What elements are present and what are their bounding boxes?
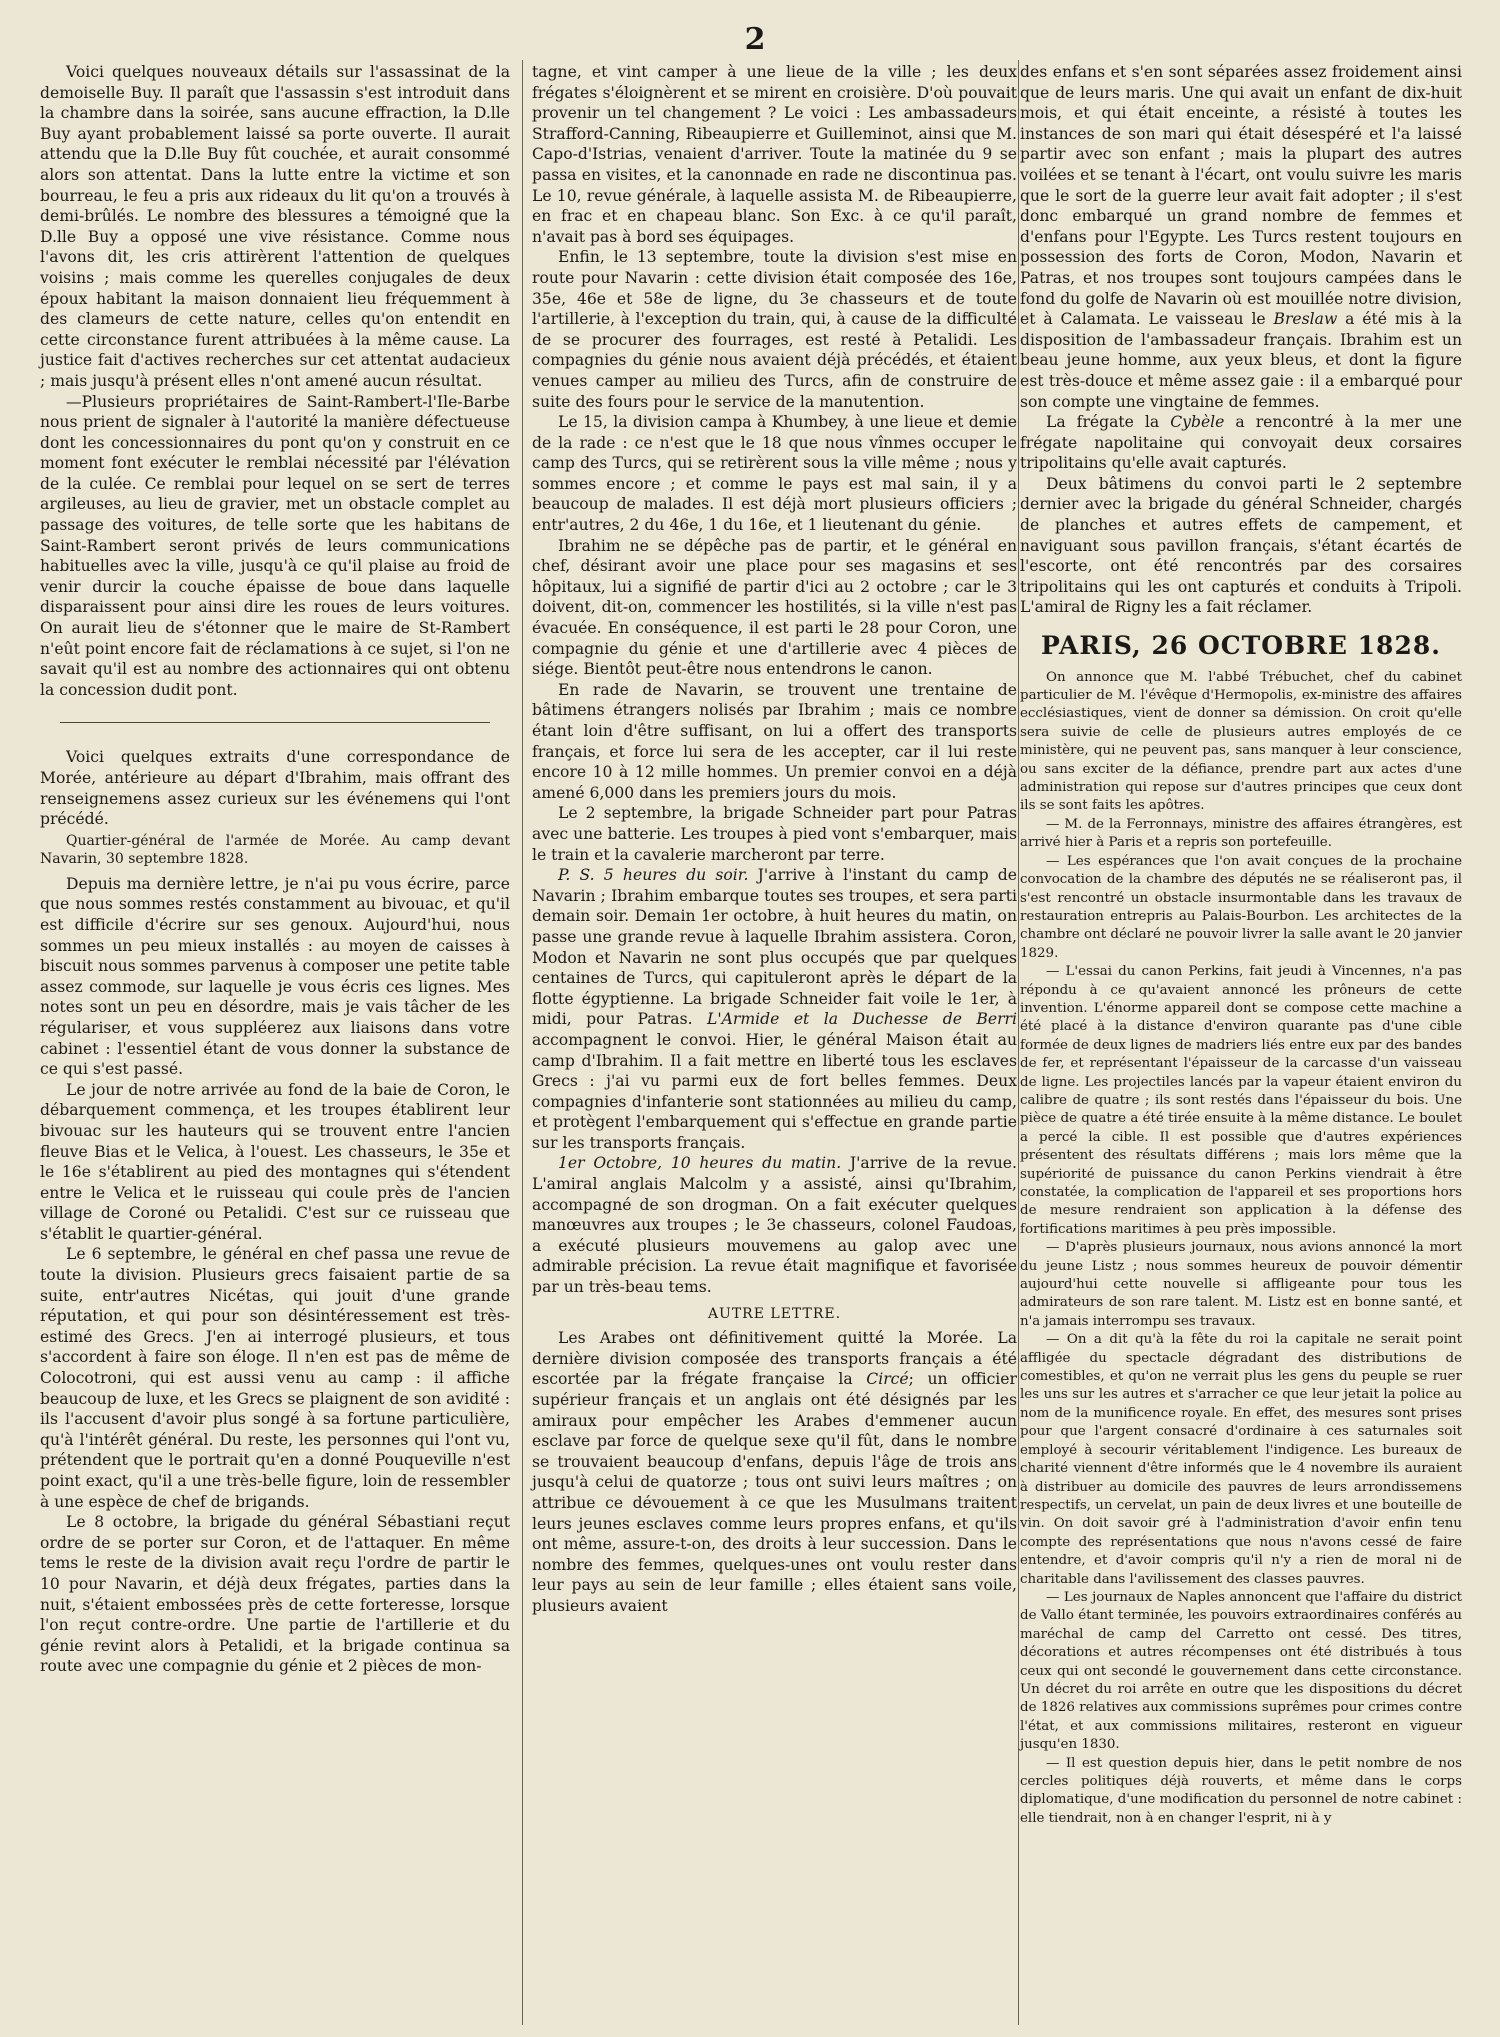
autre-lettre-text: Les Arabes ont définitivement quitté la Morée. La dernière division composée des transports français a été escortée par la frégate française la (532, 1329, 1017, 1389)
column-rule-right (1018, 60, 1019, 2025)
section-divider (60, 722, 490, 723)
news-item: — Il est question depuis hier, dans le petit nombre de nos cercles politiques déjà rouverts, et même dans le corps diplomatique, d'une modification du personnel de notre cabinet : elle tiendrait, non à en changer l'esprit, ni à y (1020, 1755, 1462, 1826)
page-number: 2 (744, 22, 766, 57)
postscript-text-end: accompagnent le convoi. Hier, le général Maison était au camp d'Ibrahim. Il a fait mettre en liberté tous les esclaves Grecs : j'ai vu parmi eux de fort belles femmes. Deux compagnies d'infanterie sont stationnées au milieu du camp, et protègent l'embarquement qui s'effectue en grande partie sur les transports français. (532, 1030, 1017, 1152)
ship-breslaw: Breslaw (1273, 310, 1338, 329)
letter-text: des enfans et s'en sont séparées assez froidement ainsi que de leurs maris. Une qui avait un enfant de dix-huit mois, et qui était enceinte, a résisté à toutes les instances de son mari qui était désespéré et l'a laissé partir avec son enfant ; mais la plupart des autres voilées et se tenant à l'écart, ont voulu suivre les maris que le sort de la guerre leur avait fait adopter ; il s'est donc embarqué un grand nombre de femmes et d'enfans pour l'Egypte. Les Turcs restent toujours en possession des forts de Coron, Modon, Navarin et Patras, et nos troupes sont toujours campées dans le fond du golfe de Navarin où est mouillée notre division, et à Calamata. Le vaisseau le (1020, 63, 1462, 329)
news-item: — M. de la Ferronnays, ministre des affaires étrangères, est arrivé hier à Paris et a repris son portefeuille. (1020, 816, 1462, 851)
letter-paragraph: Le jour de notre arrivée au fond de la baie de Coron, le débarquement commença, et les troupes établirent leur bivouac sur les hauteurs qui se trouvent entre l'ancien fleuve Bias et le Velica, à l'ouest. Les chasseurs, le 35e et le 16e s'établirent au pied des montagnes qui s'étendent entre le Velica et le ruisseau qui coule près de l'ancien village de Coroné ou Petalidi. C'est sur ce ruisseau que s'établit le quartier-général. (40, 1080, 510, 1243)
postscript-paragraph (532, 865, 1017, 1153)
letter-paragraph: Deux bâtimens du convoi parti le 2 septembre dernier avec la brigade du général Schneider, chargés de planches et autres effets de campement, et naviguant sous pavillon français, s'étant écartés de l'escorte, ont été rencontrés par des corsaires tripolitains qui les ont capturés et conduits à Tripoli. L'amiral de Rigny les a fait réclamer. (1020, 474, 1462, 617)
paris-news (1020, 669, 1462, 1829)
ship-cybele: Cybèle (1170, 413, 1225, 432)
news-item: — On a dit qu'à la fête du roi la capitale ne serait point affligée du spectacle dégradant des distributions de comestibles, et qu'on ne verrait plus les gens du peuple se ruer les uns sur les autres et s'arracher ce que leur jetait la police au nom de la munificence royale. En effet, des mesures sont prises pour que l'argent consacré d'ordinaire à ces saturnales soit employé à secourir véritablement l'indigence. Les bureaux de charité viennent d'être informés que le 4 novembre ils auraient à distribuer au domicile des pauvres de leurs arrondissemens respectifs, un cervelat, un pain de deux livres et une bouteille de vin. On doit savoir gré à l'administration d'avoir enfin tenu compte des représentations que nous n'avons cessé de faire entendre, et d'avoir compris qu'il n'y a rien de moral ni de charitable dans l'avilissement des classes pauvres. (1020, 1332, 1462, 1587)
letter-paragraph: Depuis ma dernière lettre, je n'ai pu vous écrire, parce que nous sommes restés constamment au bivouac, et qu'il est difficile d'écrire sur ses genoux. Aujourd'hui, nous sommes un peu mieux installés : au moyen de caisses à biscuit nous sommes parvenus à composer une petite table assez commode, sur laquelle je vous écris ces lignes. Mes notes sont un peu en désordre, mais je vais tâcher de les régulariser, et vous suppléerez aux liaisons dans votre cabinet : l'essentiel étant de vous donner la substance de ce qui s'est passé. (40, 874, 510, 1079)
autre-lettre-paragraph (532, 1328, 1017, 1616)
ship-circe: Circé (866, 1370, 909, 1389)
column-rule-left (522, 60, 523, 2025)
letter-paragraph: Le 2 septembre, la brigade Schneider part pour Patras avec une batterie. Les troupes à pied vont s'embarquer, mais le train et la cavalerie marcheront par terre. (532, 804, 1017, 864)
news-item: — D'après plusieurs journaux, nous avions annoncé la mort du jeune Listz ; nous sommes heureux de pouvoir démentir aujourd'hui cette nouvelle si affligeante pour tous les admirateurs de son rare talent. M. Listz est en bonne santé, et n'a jamais interrompu ses travaux. (1020, 1240, 1462, 1329)
letter-paragraph (1020, 62, 1462, 412)
octobre-paragraph (532, 1153, 1017, 1297)
letter-paragraph (1020, 412, 1462, 474)
dateline-heading: PARIS, 26 OCTOBRE 1828. (1041, 631, 1441, 661)
dateline-navarin: Quartier-général de l'armée de Morée. Au camp devant Navarin, 30 septembre 1828. (40, 832, 510, 867)
letter-paragraph: En rade de Navarin, se trouvent une trentaine de bâtimens étrangers nolisés par Ibrahim ; mais ce nombre étant loin d'être suffisant, on lui a offert des transports français, et force lui sera de les accepter, car il lui reste encore 10 à 12 mille hommes. Un premier convoi en a déjà amené 6,000 dans les premiers jours du mois. (532, 680, 1017, 802)
octobre-time: 1er Octobre, 10 heures du matin. (558, 1154, 842, 1173)
letter-paragraph: Ibrahim ne se dépêche pas de partir, et le général en chef, désirant avoir une place pour ses magasins et ses hôpitaux, lui a signifié de partir d'ici au 2 octobre ; car le 3 doivent, dit-on, commencer les hostilités, si la ville n'est pas évacuée. En conséquence, il est parti le 28 pour Coron, une compagnie du génie et une d'artillerie avec 4 pièces de siége. Bientôt peut-être nous entendrons le canon. (532, 536, 1017, 679)
news-item: — Les journaux de Naples annoncent que l'affaire du district de Vallo étant terminée, les pouvoirs extraordinaires conférés au maréchal de camp del Carretto ont cessé. Des titres, décorations et autres récompenses ont été distribués à tous ceux qui ont secondé le gouvernement dans cette circonstance. Un décret du roi arrête en outre que les dispositions du décret de 1826 relatives aux commissions suprêmes pour crimes contre l'état, et aux commissions militaires, resteront en vigueur jusqu'en 1830. (1020, 1589, 1462, 1753)
letter-paragraph: tagne, et vint camper à une lieue de la ville ; les deux frégates s'éloignèrent et se mirent en croisière. D'où pouvait provenir un tel changement ? Le voici : Les ambassadeurs Strafford-Canning, Ribeaupierre et Guilleminot, ainsi que M. Capo-d'Istrias, venaient d'arriver. Toute la matinée du 9 se passa en visites, et la canonnade en rade ne discontinua pas. Le 10, revue générale, à laquelle assista M. de Ribeaupierre, en frac et en chapeau blanc. Son Exc. à ce qu'il paraît, n'avait pas à bord ses équipages. (532, 63, 1017, 246)
news-item: — Les espérances que l'on avait conçues de la prochaine convocation de la chambre des députés ne se réaliseront pas, il s'est rencontré un obstacle insurmontable dans les travaux de restauration entrepris au Palais-Bourbon. Les architectes de la chambre ont déclaré ne pouvoir livrer la salle avant le 20 janvier 1829. (1020, 853, 1462, 961)
postscript-time: P. S. 5 heures du soir. (558, 866, 749, 885)
letter-paragraph: Enfin, le 13 septembre, toute la division s'est mise en route pour Navarin : cette division était composée des 16e, 35e, 46e et 58e de ligne, du 3e chasseurs et de toute l'artillerie, à l'exception du train, qui, à cause de la difficulté de se procurer des fourrages, est resté à Petalidi. Les compagnies du génie nous avaient déjà précédés, et étaient venues camper au milieu des Turcs, afin de construire de suite des fours pour le service de la manutention. (532, 248, 1017, 411)
column-2 (532, 62, 1017, 1617)
letter-text: La frégate la (1046, 413, 1160, 432)
news-item: — L'essai du canon Perkins, fait jeudi à Vincennes, n'a pas répondu à ce qu'avaient annoncé les prôneurs de cette invention. L'énorme appareil dont se compose cette machine a été placé à la distance d'environ quarante pas d'une cible formée de deux lignes de madriers liés entre eux par des bandes de fer, et représentant l'épaisseur de la carcasse d'un vaisseau de ligne. Les projectiles lancés par la vapeur étaient environ du calibre de quatre ; ils sont restés dans l'épaisseur du bois. Une pièce de quatre a été tirée ensuite à la même distance. Le boulet a percé la cible. Il est possible que d'autres expériences présentent des résultats différens ; mais lors même que la supériorité de puissance du canon Perkins viendrait à être constatée, la complication de l'appareil et ses proportions hors de mesure rendraient son application à la défense des fortifications maritimes à peu près impossible. (1020, 964, 1462, 1237)
letter-text-end: a rencontré à la mer une frégate napolitaine qui convoyait deux corsaires tripolitains qu'elle avait capturés. (1020, 413, 1462, 473)
subhead-autre-lettre: AUTRE LETTRE. (707, 1305, 842, 1322)
letter-text-end: a été mis à la disposition de l'ambassadeur français. Ibrahim est un beau jeune homme, aux yeux bleus, et dont la figure est très-douce et même assez gaie : il a embarqué pour son compte une vingtaine de femmes. (1020, 310, 1462, 411)
letter-paragraph: Le 6 septembre, le général en chef passa une revue de toute la division. Plusieurs grecs faisaient partie de sa suite, entr'autres Nicétas, qui jouit d'une grande réputation, et qui pour son désintéressement est très-estimé des Grecs. J'en ai interrogé plusieurs, et tous s'accordent à faire son éloge. Il n'en est pas de même de Colocotroni, qui est aussi venu au camp : il affiche beaucoup de luxe, et les Grecs se plaignent de son avidité : ils l'accusent d'avoir plus songé à sa fortune particulière, qu'à l'intérêt général. Du reste, les personnes qui l'ont vu, prétendent que le portrait qu'en a donné Pouqueville n'est point exact, qu'il a une très-belle figure, loin de ressembler à une espèce de chef de brigands. (40, 1245, 510, 1511)
news-item: On annonce que M. l'abbé Trébuchet, chef du cabinet particulier de M. l'évêque d'Hermopolis, ex-ministre des affaires ecclésiastiques, vient de donner sa démission. On croit qu'elle sera suivie de celle de plusieurs autres employés de ce ministère, qui ne peuvent pas, sans manquer à leur conscience, ou sans exciter de la défiance, prendre part aux actes d'une administration qui repose sur d'autres principes que ceux dont ils se sont faits les apôtres. (1020, 669, 1462, 814)
column-3 (1020, 62, 1462, 1828)
article-assassinat: Voici quelques nouveaux détails sur l'assassinat de la demoiselle Buy. Il paraît que l'assassin s'est introduit dans la chambre dans la soirée, sans aucune effraction, la D.lle Buy ayant probablement laissé sa porte ouverte. Il aurait attendu que la D.lle Buy fût couchée, et aurait consommé alors son attentat. Dans la lutte entre la victime et son bourreau, le feu a pris aux rideaux du lit qu'on a trouvés à demi-brûlés. Le nombre des blessures a témoigné que la D.lle Buy a opposé une vive résistance. Comme nous l'avons dit, les cris attirèrent l'attention de quelques voisins ; mais comme les querelles conjugales de deux époux habitant la maison donnaient lieu fréquemment à des clameurs de cette nature, celles qu'on entendit en cette circonstance furent attribuées à la même cause. La justice fait d'actives recherches sur cet attentat audacieux ; mais jusqu'à présent elles n'ont amené aucun résultat. (40, 63, 510, 390)
octobre-text: J'arrive de la revue. L'amiral anglais Malcolm y a assisté, ainsi qu'Ibrahim, accompagné de son drogman. On a fait exécuter quelques manœuvres aux troupes ; le 3e chasseurs, colonel Faudoas, a exécuté plusieurs mouvemens au galop avec une admirable précision. La revue était magnifique et favorisée par un très-beau tems. (532, 1154, 1017, 1297)
letter-paragraph: Le 15, la division campa à Khumbey, à une lieue et demie de la rade : ce n'est que le 18 que nous vînmes occuper le camp des Turcs, qui se retirèrent sous la ville même ; nous y sommes encore ; et comme le pays est mal sain, il y a beaucoup de malades. Il est déjà mort plusieurs officiers ; entr'autres, 2 du 46e, 1 du 16e, et 1 lieutenant du génie. (532, 413, 1017, 535)
ship-names: L'Armide et la Duchesse de Berri (707, 1010, 1017, 1029)
letter-paragraph: Le 8 octobre, la brigade du général Sébastiani reçut ordre de se porter sur Coron, et de l'attaquer. En même tems le reste de la division avait reçu l'ordre de partir le 10 pour Navarin, et déjà deux frégates, parties dans la nuit, s'étaient embossées près de cette forteresse, lorsque l'on reçut contre-ordre. Une partie de l'artillerie et du génie revint alors à Petalidi, et la brigade continua sa route avec une compagnie du génie et 2 pièces de mon- (40, 1513, 510, 1676)
autre-lettre-text-end: ; un officier supérieur français et un anglais ont été désignés par les amiraux pour empêcher les Arabes d'emmener aucun esclave par force de quelque sexe qu'il fût, dans le nombre se trouvaient beaucoup d'enfans, depuis l'âge de trois ans jusqu'à celui de quatorze ; tous ont suivi leurs maîtres ; on attribue ce dévouement à ce que les Musulmans traitent leurs jeunes esclaves comme leurs propres enfans, et qu'ils ont même, assure-t-on, des droits à leur succession. Dans le nombre des femmes, quelques-unes ont voulu rester dans leur pays au sein de leur famille ; elles étaient sans voile, plusieurs avaient (532, 1370, 1017, 1615)
article-moree-intro: Voici quelques extraits d'une correspondance de Morée, antérieure au départ d'Ibrahim, mais offrant des renseignemens assez curieux sur les événemens qui l'ont précédé. (40, 748, 510, 829)
article-saint-rambert: —Plusieurs propriétaires de Saint-Rambert-l'Ile-Barbe nous prient de signaler à l'autorité la manière défectueuse dont les concessionnaires du pont qu'on y construit en ce moment font exécuter le remblai nécessité par l'élévation de la culée. Ce remblai pour lequel on se sert de terres argileuses, au lieu de gravier, met un obstacle complet au passage des voitures, de telle sorte que les habitans de Saint-Rambert seront privés de leurs communications habituelles avec la ville, jusqu'à ce qu'il plaise au froid de venir durcir la couche épaisse de boue dans laquelle disparaissent pour ainsi dire les roues de leurs voitures. On aurait lieu de s'étonner que le maire de St-Rambert n'eût point encore fait de réclamations à ce sujet, si l'on ne savait qu'il est au nombre des actionnaires qui ont obtenu la concession dudit pont. (40, 392, 510, 699)
column-1 (40, 62, 510, 1677)
postscript-text: J'arrive à l'instant du camp de Navarin ; Ibrahim embarque toutes ses troupes, et sera parti demain soir. Demain 1er octobre, à huit heures du matin, on passe une grande revue à laquelle Ibrahim assistera. Coron, Modon et Navarin ne sont plus occupés que par quelques centaines de Turcs, qui capituleront après le départ de la flotte égyptienne. La brigade Schneider fait voile le 1er, à midi, pour Patras. (532, 866, 1017, 1029)
